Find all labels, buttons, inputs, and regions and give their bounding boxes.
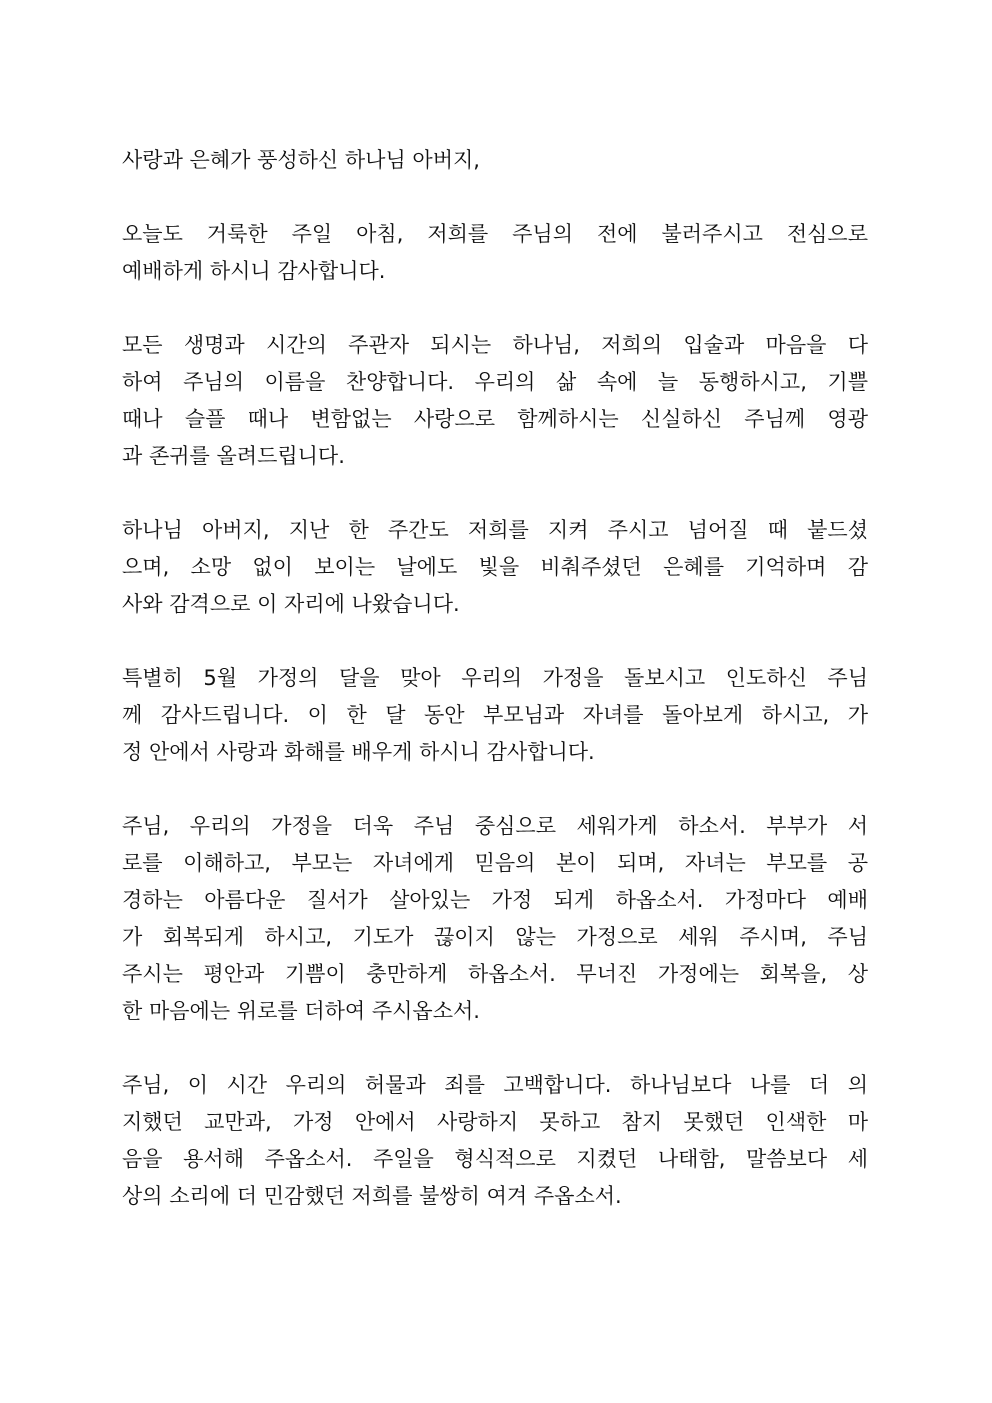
paragraph-5 — [122, 660, 868, 771]
text-line: 특별히 5월 가정의 달을 맞아 우리의 가정을 돌보시고 인도하신 주님 — [122, 666, 868, 690]
text-line: 사랑과 은혜가 풍성하신 하나님 아버지, — [122, 148, 480, 172]
paragraph-4 — [122, 512, 868, 623]
text-line: 오늘도 거룩한 주일 아침, 저희를 주님의 전에 불러주시고 전심으로 — [122, 222, 868, 246]
paragraph-7 — [122, 1067, 868, 1215]
text-line: 음을 용서해 주옵소서. 주일을 형식적으로 지켰던 나태함, 말씀보다 세 — [122, 1147, 868, 1171]
paragraph-2 — [122, 216, 868, 290]
text-line: 사와 감격으로 이 자리에 나왔습니다. — [122, 592, 460, 616]
text-line: 상의 소리에 더 민감했던 저희를 불쌍히 여겨 주옵소서. — [122, 1184, 622, 1208]
text-line: 정 안에서 사랑과 화해를 배우게 하시니 감사합니다. — [122, 740, 595, 764]
paragraph-3 — [122, 327, 868, 475]
text-line: 경하는 아름다운 질서가 살아있는 가정 되게 하옵소서. 가정마다 예배 — [122, 888, 868, 912]
text-line: 주님, 이 시간 우리의 허물과 죄를 고백합니다. 하나님보다 나를 더 의 — [122, 1073, 868, 1097]
text-line: 로를 이해하고, 부모는 자녀에게 믿음의 본이 되며, 자녀는 부모를 공 — [122, 851, 868, 875]
text-line: 하나님 아버지, 지난 한 주간도 저희를 지켜 주시고 넘어질 때 붙드셨 — [122, 518, 868, 542]
text-line: 과 존귀를 올려드립니다. — [122, 444, 345, 468]
text-line: 지했던 교만과, 가정 안에서 사랑하지 못하고 참지 못했던 인색한 마 — [122, 1110, 868, 1134]
text-line: 한 마음에는 위로를 더하여 주시옵소서. — [122, 999, 480, 1023]
text-line: 으며, 소망 없이 보이는 날에도 빛을 비춰주셨던 은혜를 기억하며 감 — [122, 555, 868, 579]
text-line: 주시는 평안과 기쁨이 충만하게 하옵소서. 무너진 가정에는 회복을, 상 — [122, 962, 868, 986]
text-line: 하여 주님의 이름을 찬양합니다. 우리의 삶 속에 늘 동행하시고, 기쁠 — [122, 370, 868, 394]
text-line: 때나 슬플 때나 변함없는 사랑으로 함께하시는 신실하신 주님께 영광 — [122, 407, 868, 431]
paragraph-6 — [122, 808, 868, 1030]
text-line: 예배하게 하시니 감사합니다. — [122, 259, 386, 283]
prayer-text — [122, 142, 868, 1252]
paragraph-1 — [122, 142, 868, 179]
text-line: 주님, 우리의 가정을 더욱 주님 중심으로 세워가게 하소서. 부부가 서 — [122, 814, 868, 838]
text-line: 모든 생명과 시간의 주관자 되시는 하나님, 저희의 입술과 마음을 다 — [122, 333, 868, 357]
text-line: 가 회복되게 하시고, 기도가 끊이지 않는 가정으로 세워 주시며, 주님 — [122, 925, 868, 949]
text-line: 께 감사드립니다. 이 한 달 동안 부모님과 자녀를 돌아보게 하시고, 가 — [122, 703, 868, 727]
